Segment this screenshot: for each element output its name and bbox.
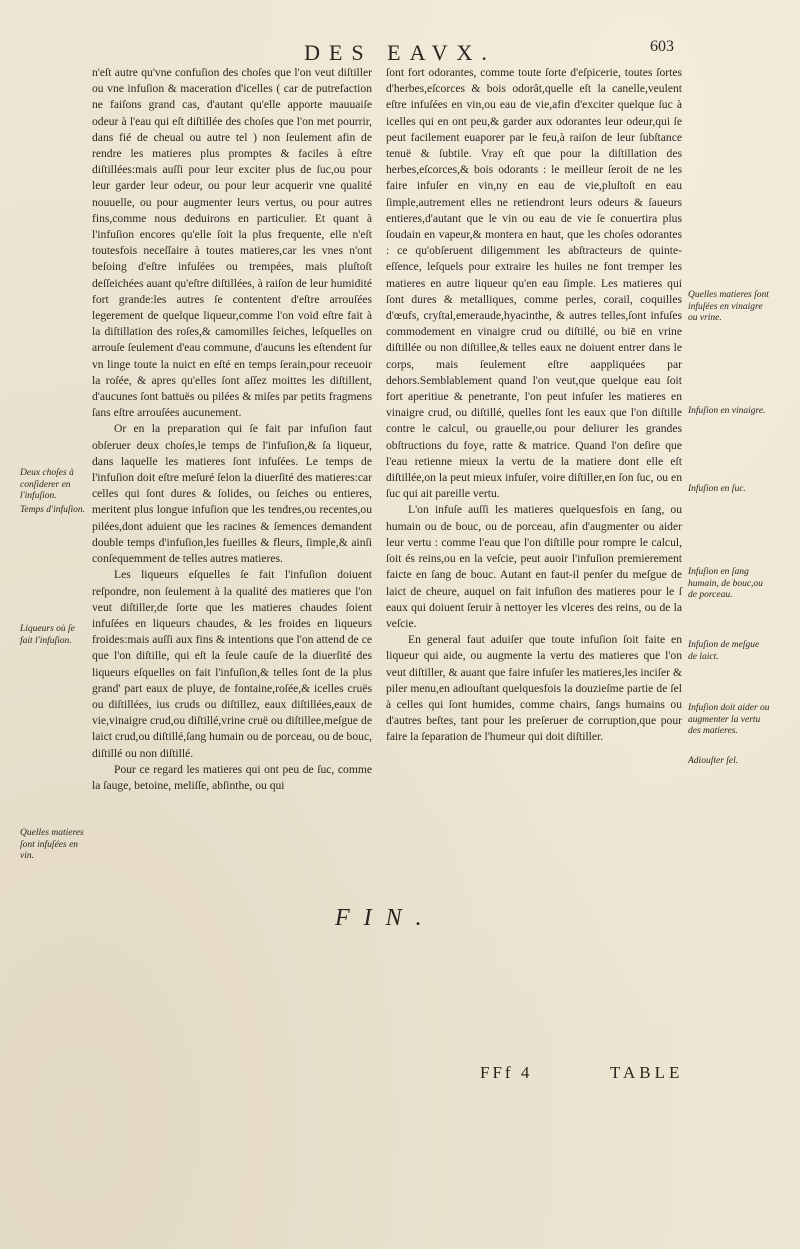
margin-note: Liqueurs où ſe fait l'infuſion. — [20, 624, 75, 646]
catchword: TABLE — [610, 1063, 684, 1082]
page-number: 603 — [650, 38, 674, 55]
paragraph: ſont fort odorantes, comme toute ſorte d'eſpicerie, toutes ſortes d'herbes,eſcorces & bois odorât,quelle eſt la canelle,veulent eſtre infuſées en vin,ou eau de vie,afin d'exciter quelque ſuc à icelles qui en ont peu,& garder aux odorantes leur odeur,qui ſe peut facilement euaporer par le feu,à raiſon de leur ſubſtance tenuë & ſubtile. Vray eſt que pour la diſtillation des herbes,eſcorces,& bois odorants : le meilleur ſeroit de ne les faire infuſer en vin,ny en eau de vie,pluſtoſt en eau ſimple,autrement elles ne retiendront leurs odeurs & ſaueurs entieres,d'autant que le vin ou eau de vie ſe conuertira plus ſoudain en vapeur,& montera en haut, que les choſes odorantes : ce qu'obſeruent diligemment les abſtracteurs de quinte-eſſence, leſquels pour extraire les huiles ne font tremper les matieres en autre liqueur qu'en eau ſimple. Les matieres qui ſont dures & metalliques, comme perles, corail, coquilles d'œufs, cryſtal,emeraude,hyacinthe, & autres telles,ſont infuſes commodement en vinaigre crud ou diſtillé, ou biē en vrine diſtillée ou non diſtillee,& telles eaux ne doiuent entrer dans le corps, mais ſeulement eſtre aappliquées par dehors.Semblablement quand l'on veut,que quelque eau ſoit fort aperitiue & penetrante, l'on peut infuſer les matieres en vinaigre crud, ou diſtillé, quelles ſont les eaux que l'on diſtille contre le calcul, ou grauelle,ou pour deliurer les grandes obſtructions du foye, ratte & matrice. Quand l'on deſire que l'eau retienne mieux la vertu de la matiere dont elle eſt diſtillée,on la peut mieux infuſer, voire diſtiller,en ſon ſuc, ou en ſuc qui ait pareille vertu. — [386, 66, 682, 501]
margin-note: Adiouſter ſel. — [688, 756, 739, 766]
paragraph: En general faut aduiſer que toute infuſion ſoit faite en liqueur qui aide, ou augmente la vertu des matieres que l'on veut diſtiller, & auant que faire infuſer les matieres,les inciſer & piler menu,en adiouſtant quelquesfois la douzieſme partie de ſel à celles qui ſont humides, comme chairs, ſangs humains ou d'autres beſtes, tant pour les preſeruer de corruption,que pour faire la ſeparation de l'humeur qui doit diſtiller. — [386, 633, 682, 744]
right-column — [386, 65, 682, 746]
margin-note: Infuſion en vinaigre. — [688, 406, 766, 416]
paragraph: n'eſt autre qu'vne confuſion des choſes que l'on veut diſtiller ou vne infuſion & maceration d'icelles ( car de putrefaction ne faiſons grand cas, d'autant qu'elle apporte mauuaiſe odeur à l'eau qui eſt diſtillée des choſes que l'on met pourrir, dans fié de cheual ou autre tel ) non ſeulement afin de rendre les matieres plus promptes & faciles à eſtre diſtillées:mais auſſi pour leur exciter plus de ſuc,ou pour leur garder leur odeur, ou pour leur acquerir vne qualité nouuelle, ou pour augmenter leurs vertus, ou pour autres fins,comme nous deduirons en particulier. Et quant à l'infuſion encores qu'elle ſoit la plus frequente, elle n'eſt toutesfois neceſſaire à toutes matieres,car les vnes n'ont beſoing d'eſtre infuſées ou trempées, mais pluſtoſt deſſeichées auant qu'eſtre diſtillées, à raiſon de leur humidité fort grande:les autres ſe contentent d'eſtre arrouſées legerement de quelque liqueur,comme l'on void eſtre fait à la diſtillation des roſes,& camomilles ſeiches, leſquelles on arrouſe ſeulement d'eau commune, d'aucuns les eſtendent ſur vn linge toute la nuict en eſté en temps ſerain,pour receuoir la roſée, & apres qu'elles ſont aſſez moittes les diſtillent, d'aucunes ſont battuës ou pilées & miſes par petits fragmens ſans eſtre arrouſées aucunement. — [92, 66, 372, 420]
paragraph: L'on infuſe auſſi les matieres quelquesfois en ſang, ou humain ou de bouc, ou de porceau, afin d'augmenter ou aider leur vertu : comme l'eau que l'on diſtille pour rompre le calcul, ſoit és reins,ou en la veſcie, peut auoir l'infuſion premierement faicte en ſang de bouc. Autant en faut-il penſer du meſgue de laict de cheure, auquel on fait infuſion des matieres pour le ſ eaux qui doiuent ſeruir à nettoyer les vlceres des reins, ou de la veſcie. — [386, 503, 682, 630]
margin-note: Infuſion doit aider ou augmenter la vertu des matieres. — [688, 703, 770, 736]
paragraph: Les liqueurs eſquelles ſe fait l'infuſion doiuent reſpondre, non ſeulement à la qualité des matieres que l'on veut diſtiller,de ſorte que les matieres chaudes ſoient infuſées en liqueurs chaudes, & les froides en liqueurs froides:mais auſſi aux fins & intentions que l'on attend de ce que l'on diſtille, qui eſt la ſeule cauſe de la diuerſité des liqueurs eſquelles on fait l'infuſion,& telles ſont de la plus grand' part eaux de pluye, de fontaine,roſée,& icelles cruës ou diſtillées, ius cruds ou diſtillez, eaux diſtillées,eaux de vie,vinaigre crud,ou diſtillé,vrine cruë ou diſtillee,meſgue de laict crud,ou diſtillé,ſang humain ou de porceau, ou de bouc, diſtillé ou non diſtillé. — [92, 568, 372, 760]
paragraph: Pour ce regard les matieres qui ont peu de ſuc, comme la ſauge, betoine, meliſſe, abſinthe, ou qui — [92, 762, 372, 792]
fin-mark: FIN. — [335, 905, 436, 931]
margin-note: Infuſion de meſgue de laict. — [688, 640, 760, 662]
margin-note: Quelles matieres ſont infuſées en vin. — [20, 828, 84, 861]
paragraph: Or en la preparation qui ſe fait par infuſion faut obſeruer deux choſes,le temps de l'infuſion,& ſa liqueur, dans laquelle les matieres ſont infuſées. Le temps de l'infuſion doit eſtre meſuré ſelon la diuerſité des matieres:car celles qui ſont dures & ſolides, ou ſeiches ou entieres, meritent plus longue infuſion que les tendres,ou recentes,ou pilées,dont aduient que les racines & ſemences demandent double temps d'infuſion,les fueilles & fleurs, ſimple,& ainſi conſequemment de telles autres matieres. — [92, 422, 372, 566]
running-head: DES EAVX. — [304, 40, 496, 65]
margin-note: Quelles matieres ſont infuſées en vinaigre ou vrine. — [688, 290, 769, 323]
margin-note: Infuſion en ſang humain, de bouc,ou de porceau. — [688, 567, 763, 600]
margin-note: Infuſion en ſuc. — [688, 484, 746, 494]
signature-mark: FFf 4 — [480, 1063, 533, 1082]
margin-note: Deux choſes à conſiderer en l'infuſion. — [20, 468, 74, 501]
left-column — [92, 65, 372, 794]
margin-note: Temps d'infuſion. — [20, 505, 86, 515]
